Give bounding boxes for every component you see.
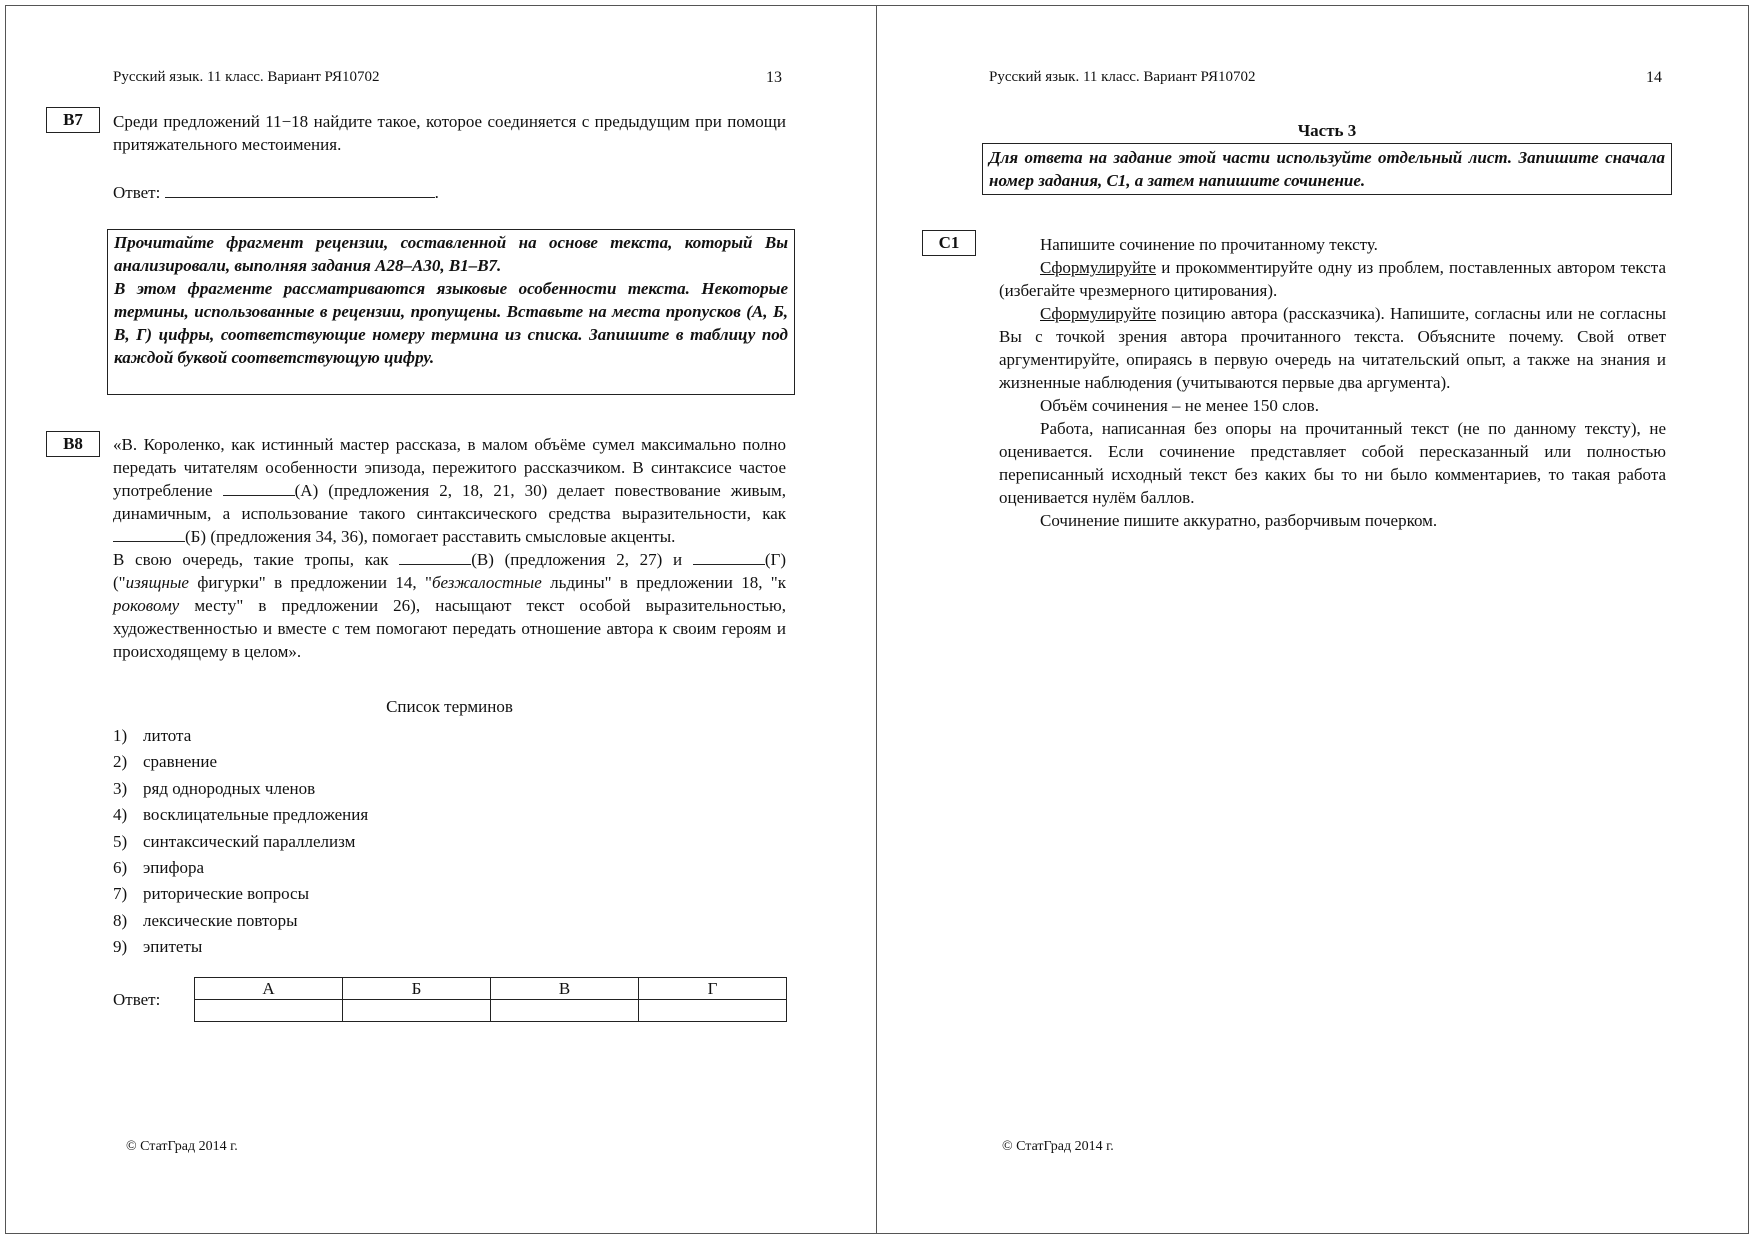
term-text: синтаксический параллелизм [143, 831, 356, 851]
c1-paragraph-1: Напишите сочинение по прочитанному тексту. [1040, 235, 1378, 254]
task-b8-label: В8 [46, 431, 100, 457]
term-text: риторические вопросы [143, 884, 310, 904]
b8-answer-table [194, 977, 787, 1022]
review-p2-part-f: месту" в предложении 26), насыщают текст особой выразительностью, художественностью и вместе с тем помогают передать отношение автора к своим героям и происходящему в целом». [113, 596, 786, 661]
review-italic-2: безжалостные [431, 573, 542, 592]
term-text: сравнение [143, 752, 218, 772]
task-b7-text: Среди предложений 11−18 найдите такое, которое соединяется с предыдущим при помощи притяжательного местоимения. [113, 112, 786, 154]
review-p2-part-d: фигурки" в предложении 14, " [188, 573, 432, 592]
term-item [113, 749, 368, 775]
b7-answer-line [113, 182, 439, 203]
review-p2-part-a: В свою очередь, такие тропы, как [113, 550, 389, 569]
c1-paragraph-4: Объём сочинения – не менее 150 слов. [1040, 396, 1319, 415]
term-text: литота [143, 726, 192, 745]
part3-instruction-text: Для ответа на задание этой части используйте отдельный лист. Запишите сначала номер задания, С1, а затем напишите сочинение. [989, 148, 1665, 190]
c1-p3-underlined: Сформулируйте [1040, 304, 1157, 323]
c1-p2-rest: и прокомментируйте одну из проблем, поставленных автором текста (избегайте чрезмерного цитирования). [999, 258, 1666, 300]
task-c1-label: С1 [922, 230, 976, 256]
answer-col-b: Б [343, 978, 491, 1000]
gap-b [113, 526, 185, 542]
b8-answer-label: Ответ: [113, 990, 161, 1009]
term-item [113, 855, 368, 881]
b8-review-text [113, 433, 786, 663]
c1-p2-underlined: Сформулируйте [1040, 258, 1157, 277]
answer-table-input-row [195, 1000, 787, 1022]
term-item [113, 908, 368, 934]
review-p2-part-b: (В) (предложения 2, 27) и [471, 550, 683, 569]
term-number: 2) [113, 752, 128, 772]
term-item [113, 723, 368, 749]
left-page-footer: © СтатГрад 2014 г. [126, 1139, 238, 1154]
answer-col-a: А [195, 978, 343, 1000]
right-page-header: Русский язык. 11 класс. Вариант РЯ10702 [989, 69, 1256, 85]
part-title: Часть 3 [1297, 121, 1357, 140]
term-text: лексические повторы [143, 910, 298, 930]
term-number: 6) [113, 857, 128, 877]
b8-instruction-box [107, 229, 795, 395]
c1-paragraph-6: Сочинение пишите аккуратно, разборчивым почерком. [1040, 511, 1438, 530]
right-page-number: 14 [1646, 69, 1662, 86]
gap-a [223, 480, 295, 496]
term-item [113, 829, 368, 855]
gap-v [399, 549, 471, 565]
answer-table-header-row [195, 978, 787, 1000]
review-italic-1: изящные [125, 573, 189, 592]
review-italic-3: роковому [113, 596, 180, 615]
terms-list [113, 723, 368, 961]
c1-p3-rest: позицию автора (рассказчика). Напишите, согласны или не согласны Вы с точкой зрения автора прочитанного текста. Объясните почему. Свой ответ аргументируйте, опираясь в первую очередь на читательский опыт, а также на знания и жизненные наблюдения (учитываются первые два аргумента). [999, 304, 1666, 392]
term-item [113, 776, 368, 802]
instruction-paragraph-1: Прочитайте фрагмент рецензии, составленной на основе текста, который Вы анализировали, выполняя задания А28–А30, В1–В7. [114, 233, 788, 275]
review-p2-part-e: льдины" в предложении 18, "к [541, 573, 787, 592]
review-p1-part-a: «В. Короленко, как истинный мастер рассказа, в малом объёме сумел максимально полно передать читателям особенности эпизода, пережитого рассказчиком. В синтаксисе частое употребление [113, 435, 786, 500]
answer-cell-g[interactable] [639, 1000, 787, 1022]
c1-task-text [999, 233, 1666, 532]
term-number: 7) [113, 884, 128, 904]
term-number: 3) [113, 778, 128, 798]
term-number: 1) [113, 726, 128, 745]
term-item [113, 934, 368, 960]
task-b7-label: В7 [46, 107, 100, 133]
b7-answer-end: . [434, 183, 439, 202]
term-number: 8) [113, 910, 128, 930]
b7-answer-field[interactable] [165, 182, 435, 198]
answer-cell-v[interactable] [491, 1000, 639, 1022]
term-number: 9) [113, 937, 128, 957]
term-text: эпифора [143, 857, 205, 877]
c1-paragraph-2 [999, 256, 1666, 302]
instruction-paragraph-2: В этом фрагменте рассматриваются языковые особенности текста. Некоторые термины, использованные в рецензии, пропущены. Вставьте на места пропусков (А, Б, В, Г) цифры, соответствующие номеру термина из списка. Запишите в таблицу под каждой буквой соответствующую цифру. [114, 279, 788, 367]
review-p1-part-b: (А) (предложения 2, 18, 21, 30) делает повествование живым, динамичным, а использование такого синтаксического средства выразительности, как [113, 481, 787, 523]
term-text: эпитеты [143, 937, 203, 957]
right-page-footer: © СтатГрад 2014 г. [1002, 1139, 1114, 1154]
term-number: 5) [113, 831, 128, 851]
b7-answer-label: Ответ: [113, 183, 161, 202]
review-paragraph-1 [113, 433, 786, 548]
answer-col-v: В [491, 978, 639, 1000]
review-p1-part-c: (Б) (предложения 34, 36), помогает расставить смысловые акценты. [185, 527, 676, 546]
left-page-header: Русский язык. 11 класс. Вариант РЯ10702 [113, 69, 380, 85]
review-paragraph-2 [113, 548, 786, 663]
part3-instruction-box [982, 143, 1672, 195]
terms-title: Список терминов [386, 697, 513, 716]
term-item [113, 881, 368, 907]
c1-paragraph-5: Работа, написанная без опоры на прочитанный текст (не по данному тексту), не оценивается. Если сочинение представляет собой пересказанный или полностью переписанный исходный текст без каких бы то ни было комментариев, то такая работа оценивается нулём баллов. [999, 419, 1666, 507]
answer-col-g: Г [639, 978, 787, 1000]
gap-g [693, 549, 765, 565]
term-item [113, 802, 368, 828]
review-p2-part-c: (Г) (" [113, 550, 787, 592]
left-page-number: 13 [766, 69, 782, 86]
term-text: восклицательные предложения [143, 805, 369, 825]
term-number: 4) [113, 805, 128, 825]
answer-cell-a[interactable] [195, 1000, 343, 1022]
term-text: ряд однородных членов [143, 778, 316, 798]
c1-paragraph-3 [999, 302, 1666, 394]
answer-cell-b[interactable] [343, 1000, 491, 1022]
